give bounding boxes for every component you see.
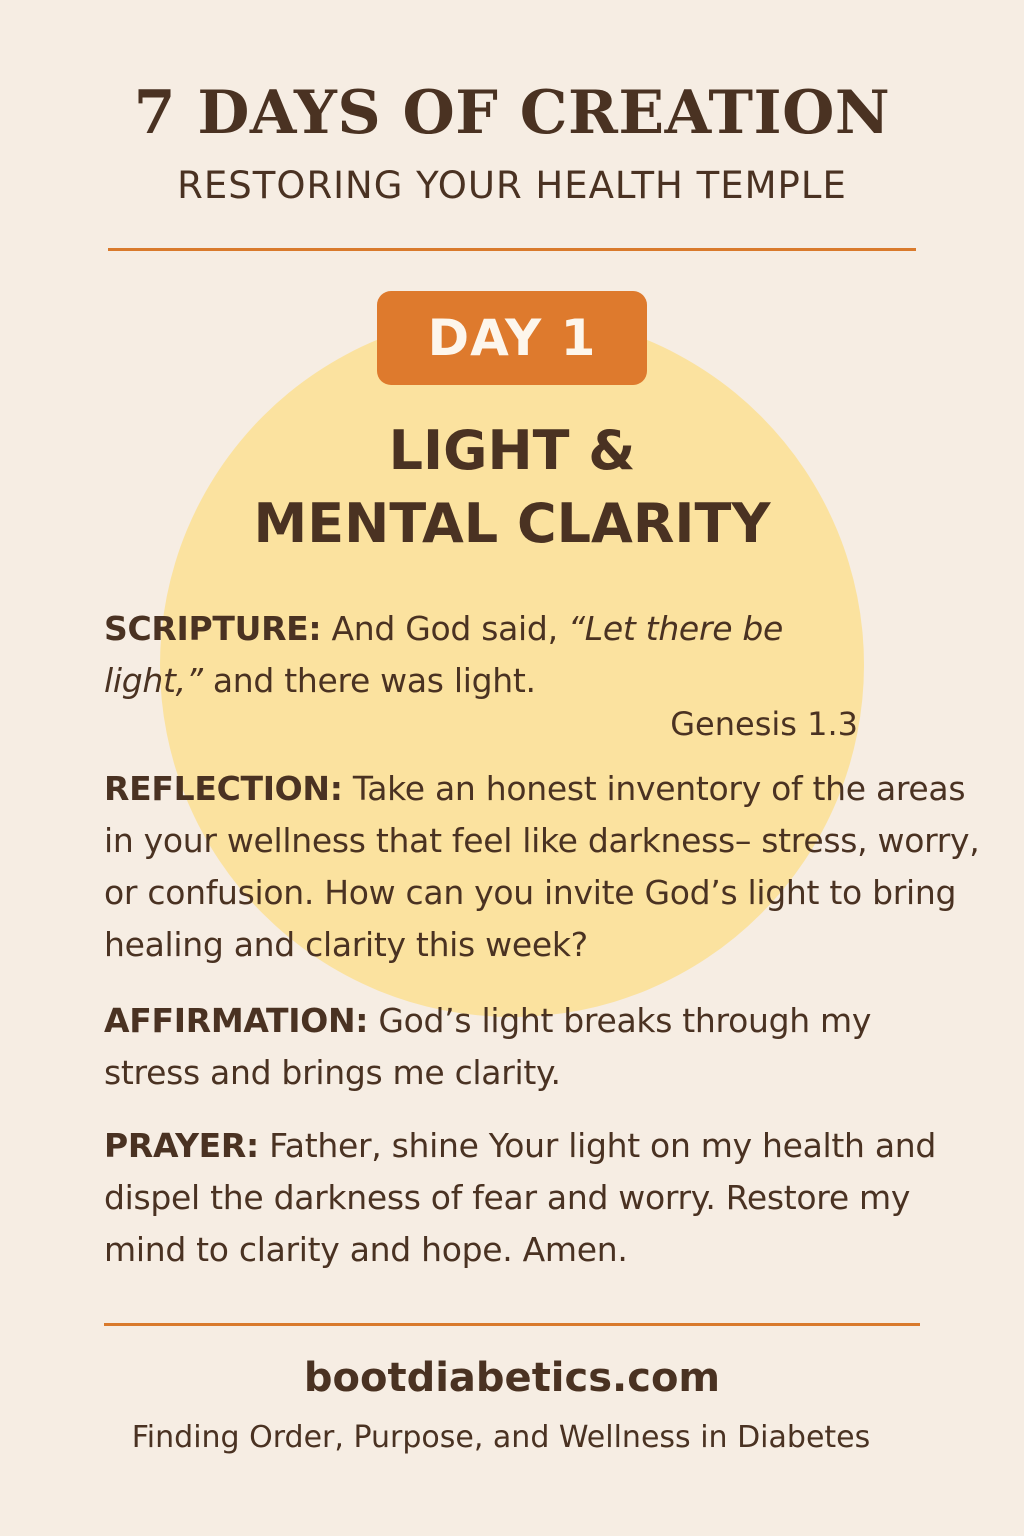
page-subtitle: RESTORING YOUR HEALTH TEMPLE: [177, 164, 847, 207]
scripture-label: SCRIPTURE:: [104, 609, 322, 648]
affirmation-section: [104, 995, 924, 1099]
day-heading-line2: MENTAL CLARITY: [253, 492, 771, 555]
day-badge: DAY 1: [377, 291, 647, 385]
affirmation-text: God’s light breaks through my stress and brings me clarity.: [104, 1001, 872, 1092]
reflection-section: [104, 763, 984, 971]
prayer-text: Father, shine Your light on my health and dispel the darkness of fear and worry. Restore my mind to clarity and hope. Amen.: [104, 1126, 937, 1269]
top-divider: [108, 248, 916, 251]
reflection-label: REFLECTION:: [104, 769, 343, 808]
scripture-text-after: and there was light.: [202, 661, 536, 700]
scripture-text-before: And God said,: [321, 609, 568, 648]
scripture-section: [104, 603, 884, 707]
footer-tagline: Finding Order, Purpose, and Wellness in Diabetes: [131, 1420, 871, 1455]
prayer-section: [104, 1120, 964, 1276]
page-title: 7 DAYS OF CREATION: [133, 78, 891, 148]
reflection-text: Take an honest inventory of the areas in your wellness that feel like darkness– stress, worry, or confusion. How can you invite God’s light to bring healing and clarity this week?: [104, 769, 980, 964]
day-heading-line1: LIGHT &: [388, 419, 636, 482]
website-link[interactable]: bootdiabetics.com: [303, 1355, 721, 1401]
prayer-label: PRAYER:: [104, 1126, 259, 1165]
affirmation-label: AFFIRMATION:: [104, 1001, 369, 1040]
bottom-divider: [104, 1323, 920, 1326]
scripture-quote: “Let there be light,”: [104, 609, 784, 700]
scripture-reference: Genesis 1.3: [670, 705, 858, 743]
